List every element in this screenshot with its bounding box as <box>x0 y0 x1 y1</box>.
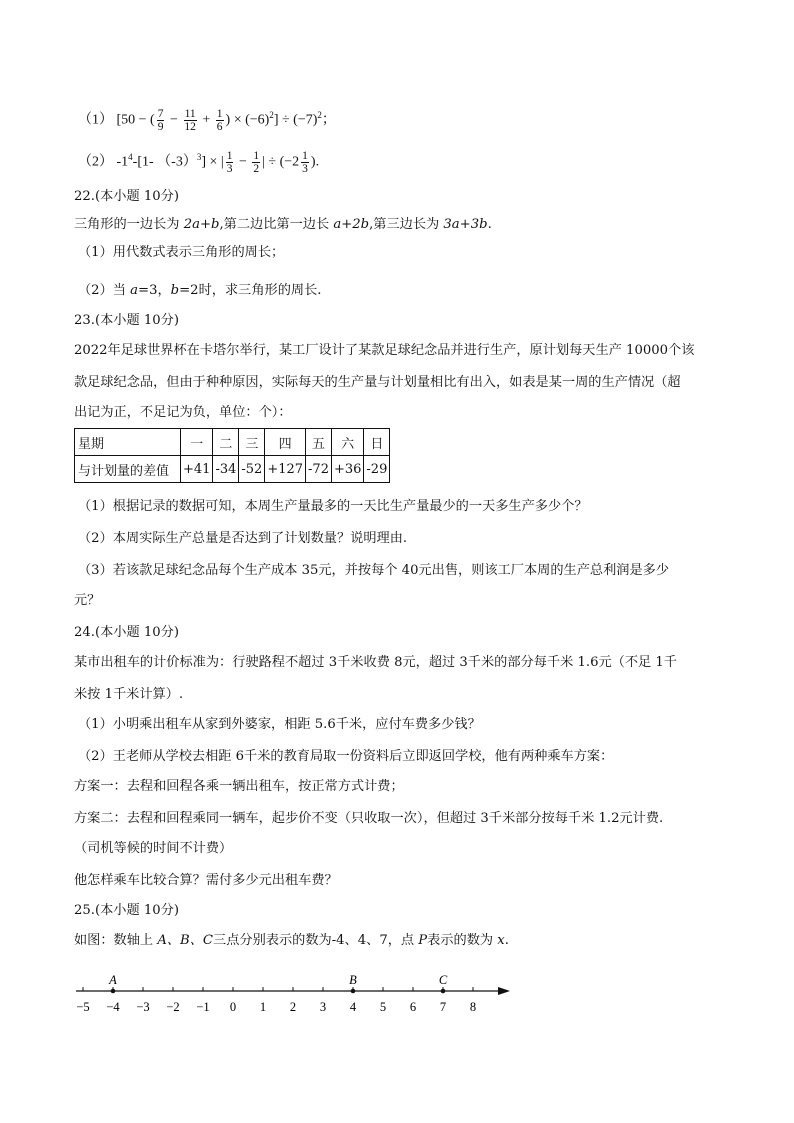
var-x: x <box>497 933 505 948</box>
q24-heading: 24.(本小题 10分) <box>74 625 179 640</box>
table-cell: -72 <box>306 456 332 483</box>
tick-label: −3 <box>136 1000 150 1014</box>
table-day: 一 <box>181 429 213 456</box>
tick-label: 8 <box>469 1000 477 1014</box>
expr-text: ] ÷ (−7) <box>273 112 318 128</box>
tick-label: 2 <box>289 1000 297 1014</box>
q22-part1: （1）用代数式表示三角形的周长； <box>78 245 285 260</box>
part-text: =2时，求三角形的周长. <box>179 283 322 298</box>
tick-label: −5 <box>76 1000 90 1014</box>
table-cell: -29 <box>364 456 390 483</box>
q23-part2: （2）本周实际生产总量是否达到了计划数量？说明理由. <box>78 531 408 546</box>
q24-plan2: 方案二：去程和回程乘同一辆车，起步价不变（只收取一次），但超过 3千米部分按每千米 1.2元计费. <box>74 811 664 826</box>
q23-part1: （1）根据记录的数据可知，本周生产量最多的一天比生产量最少的一天多生产多少个？ <box>78 499 588 514</box>
table-day: 四 <box>265 429 306 456</box>
table-cell: +127 <box>265 456 306 483</box>
q22-part2 <box>78 282 321 300</box>
denominator: 3 <box>226 162 233 175</box>
numerator: 1 <box>216 107 223 120</box>
part-text: =3， <box>138 283 171 298</box>
q24-part2: （2）王老师从学校去相距 6千米的教育局取一份资料后立即返回学校，他有两种乘车方案： <box>78 749 614 764</box>
exponent: 2 <box>269 110 274 120</box>
stem-text: 如图：数轴上 <box>74 933 158 948</box>
part-text: （2）当 <box>78 283 131 298</box>
point-label: C <box>438 973 448 987</box>
expr-text: -1 <box>116 154 129 170</box>
expr: 3a+3b <box>443 217 488 232</box>
q21-part1 <box>78 106 336 133</box>
tick-label: −1 <box>196 1000 210 1014</box>
q23-heading: 23.(本小题 10分) <box>74 313 179 328</box>
q22-heading: 22.(本小题 10分) <box>74 189 179 204</box>
production-table <box>74 428 390 483</box>
expr: a+2b <box>333 217 370 232</box>
denominator: 6 <box>216 120 223 133</box>
numerator: 1 <box>302 149 308 162</box>
q23-stem-line2: 款足球纪念品，但由于种种原因，实际每天的生产量与计划量相比有出入，如表是某一周的生产情况（超 <box>74 375 681 390</box>
q21-part2-label: （2） <box>78 154 113 170</box>
table-cell: +41 <box>181 456 213 483</box>
point-c <box>441 989 446 994</box>
denominator: 2 <box>253 162 260 175</box>
table-day: 日 <box>364 429 390 456</box>
expr-text: − <box>166 112 182 128</box>
fraction <box>157 108 165 133</box>
q22-stem <box>74 216 492 234</box>
numerator: 1 <box>253 149 260 162</box>
expr-text: − <box>235 154 251 170</box>
point-label: B <box>349 973 357 987</box>
table-day: 六 <box>331 429 363 456</box>
q23-stem-line3: 出记为正，不足记为负，单位：个）： <box>74 405 292 420</box>
points-label: A、B、C <box>157 933 214 948</box>
table-cell: -52 <box>239 456 265 483</box>
tick-label: 1 <box>259 1000 267 1014</box>
expr-text: ] × | <box>201 154 224 170</box>
fraction <box>183 108 197 133</box>
point-p: P <box>418 933 428 948</box>
tick-label: 7 <box>439 1000 447 1014</box>
table-row <box>75 456 390 483</box>
stem-text: 表示的数为 <box>427 933 498 948</box>
expr-text: ) × (−6) <box>225 112 270 128</box>
expr: 2a+b <box>183 217 220 232</box>
tick-label: −4 <box>106 1000 120 1014</box>
table-cell: -34 <box>213 456 239 483</box>
table-day: 二 <box>213 429 239 456</box>
tick-label: −2 <box>166 1000 180 1014</box>
tick-label: 5 <box>379 1000 387 1014</box>
stem-text: . <box>487 217 492 232</box>
numerator: 11 <box>184 107 196 120</box>
point-a <box>111 989 116 994</box>
number-line <box>70 965 520 1025</box>
q25-heading: 25.(本小题 10分) <box>74 903 179 918</box>
denominator: 12 <box>184 120 196 133</box>
expr-text: | ÷ (−2 <box>262 154 300 170</box>
denominator: 9 <box>157 120 164 133</box>
point-b <box>351 989 356 994</box>
stem-text: ,第三边长为 <box>369 217 444 232</box>
tick-label: 0 <box>229 1000 237 1014</box>
numerator: 1 <box>226 149 233 162</box>
q21-part2 <box>78 148 319 175</box>
stem-text: ,第二边比第一边长 <box>219 217 334 232</box>
q24-question: 他怎样乘车比较合算？需付多少元出租车费？ <box>74 873 338 888</box>
q25-stem <box>74 932 509 950</box>
fraction <box>216 108 224 133</box>
expr-text: ； <box>321 112 336 128</box>
numerator: 7 <box>157 107 164 120</box>
exponent: 3 <box>196 152 202 162</box>
table-day: 五 <box>306 429 332 456</box>
table-day: 三 <box>239 429 265 456</box>
table-row-label: 与计划量的差值 <box>75 456 181 483</box>
tick-label: 4 <box>349 1000 357 1014</box>
stem-text: . <box>504 933 509 948</box>
stem-text: 三点分别表示的数为-4、4、7，点 <box>213 933 419 948</box>
point-label: A <box>109 973 117 987</box>
table-header-label: 星期 <box>75 429 181 456</box>
q24-note: （司机等候的时间不计费） <box>74 841 233 856</box>
q24-stem-line1: 某市出租车的计价标准为：行驶路程不超过 3千米收费 8元，超过 3千米的部分每千米 1.6元（不足 1千 <box>74 655 677 670</box>
expr-text: [50 − ( <box>116 112 155 128</box>
axis-arrow-icon <box>498 987 510 995</box>
expr-text: ). <box>310 154 320 170</box>
expr-text: + <box>198 112 214 128</box>
fraction <box>226 150 234 175</box>
expr-text: -[1- （-3） <box>132 154 197 170</box>
var: a <box>130 283 139 298</box>
stem-text: 三角形的一边长为 <box>74 217 184 232</box>
q24-plan1: 方案一：去程和回程各乘一辆出租车，按正常方式计费； <box>74 779 404 794</box>
q23-stem-line1: 2022年足球世界杯在卡塔尔举行，某工厂设计了某款足球纪念品并进行生产，原计划每天生产 10000个该 <box>74 343 695 358</box>
exponent: 4 <box>128 152 133 162</box>
q23-part3-line1: （3）若该款足球纪念品每个生产成本 35元，并按每个 40元出售，则该工厂本周的生产总利润是多少 <box>78 563 670 578</box>
var: b <box>170 283 180 298</box>
exponent: 2 <box>317 110 322 120</box>
q23-part3-line2: 元？ <box>74 593 101 608</box>
q24-stem-line2: 米按 1千米计算）. <box>74 687 184 702</box>
fraction <box>301 150 309 175</box>
q21-part1-label: （1） <box>78 112 113 128</box>
fraction <box>252 150 260 175</box>
tick-label: 3 <box>319 1000 327 1014</box>
tick-label: 6 <box>409 1000 417 1014</box>
table-header-row <box>75 429 390 456</box>
table-cell: +36 <box>331 456 363 483</box>
q24-part1: （1）小明乘出租车从家到外婆家，相距 5.6千米，应付车费多少钱？ <box>78 717 481 732</box>
denominator: 3 <box>302 162 308 175</box>
